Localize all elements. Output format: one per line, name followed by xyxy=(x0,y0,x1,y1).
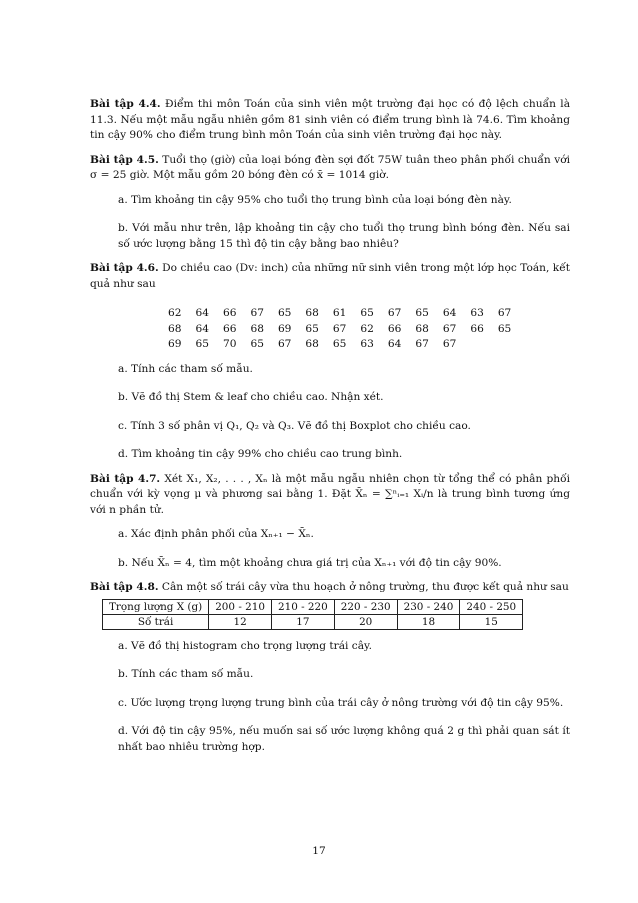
exercise-item: c. Ước lượng trọng lượng trung bình của trái cây ở nông trường với độ tin cậy 95%. xyxy=(118,696,564,709)
table-cell: 65 xyxy=(305,322,319,335)
table-cell: 68 xyxy=(250,322,264,335)
table-cell: 61 xyxy=(332,307,347,319)
table-cell: 64 xyxy=(195,307,209,319)
table-cell: 64 xyxy=(195,322,209,335)
exercise-title: Bài tập 4.6. xyxy=(90,262,159,274)
table-header-cell: 200 - 210 xyxy=(209,599,272,614)
exercise-title: Bài tập 4.4. xyxy=(90,98,161,110)
table-cell: 66 xyxy=(222,307,237,319)
table-cell: 69 xyxy=(168,338,182,350)
height-data-table xyxy=(168,306,525,353)
table-cell: 65 xyxy=(360,307,374,319)
table-cell: 64 xyxy=(387,338,402,350)
table-cell: 67 xyxy=(277,338,292,350)
exercise-item: a. Tìm khoảng tin cậy 95% cho tuổi thọ trung bình của loại bóng đèn này. xyxy=(118,193,512,206)
exercise-item: a. Xác định phân phối của Xₙ₊₁ − X̄ₙ. xyxy=(118,528,314,540)
table-cell: 62 xyxy=(360,322,374,335)
fruit-weight-table xyxy=(102,599,523,630)
table-cell: 67 xyxy=(497,307,512,319)
table-header-cell: Trọng lượng X (g) xyxy=(103,599,209,614)
table-cell: 62 xyxy=(168,307,182,319)
exercise-text: Xét X₁, X₂, . . . , Xₙ là một mẫu ngẫu nhiên chọn từ tổng thể có phân phối chuẩn với kỳ vọng μ và phương sai bằng 1. Đặt X̄ₙ = ∑ⁿᵢ₌₁ Xᵢ/n là trung bình tương ứng với n phần tử. xyxy=(90,472,570,516)
exercise-4-5 xyxy=(90,153,570,253)
exercise-text: Điểm thi môn Toán của sinh viên một trường đại học có độ lệch chuẩn là 11.3. Nếu một mẫu ngẫu nhiên gồm 81 sinh viên có điểm trung bình là 74.6. Tìm khoảng tin cậy 90% cho điểm trung bình môn Toán của sinh viên trường đại học này. xyxy=(90,98,571,141)
exercise-statement xyxy=(90,472,570,519)
table-row xyxy=(103,599,523,614)
exercise-statement xyxy=(90,580,570,596)
table-row xyxy=(168,337,525,353)
table-cell: 66 xyxy=(470,322,484,335)
exercise-item: d. Tìm khoảng tin cậy 99% cho chiều cao trung bình. xyxy=(118,448,403,460)
table-cell: 67 xyxy=(442,322,457,335)
table-cell xyxy=(470,337,497,353)
table-cell: 65 xyxy=(250,338,264,350)
table-header-cell: 220 - 230 xyxy=(334,599,397,614)
table-cell: 12 xyxy=(209,614,272,629)
table-cell: 65 xyxy=(497,322,512,335)
table-cell: 66 xyxy=(387,322,402,335)
exercise-item: c. Tính 3 số phân vị Q₁, Q₂ và Q₃. Vẽ đồ thị Boxplot cho chiều cao. xyxy=(118,419,471,432)
table-cell: 65 xyxy=(195,338,209,350)
table-cell: 65 xyxy=(332,338,347,350)
table-cell: 20 xyxy=(334,614,397,629)
exercise-4-6 xyxy=(90,261,570,463)
table-row xyxy=(103,614,523,629)
exercise-title: Bài tập 4.7. xyxy=(90,472,161,485)
table-header-cell: 210 - 220 xyxy=(271,599,334,614)
table-cell: 70 xyxy=(222,338,237,350)
exercise-item: a. Tính các tham số mẫu. xyxy=(118,362,253,375)
table-cell: 68 xyxy=(305,338,319,350)
exercise-4-4 xyxy=(90,97,570,144)
exercise-4-7 xyxy=(90,472,570,572)
table-cell: 67 xyxy=(415,338,429,350)
table-cell: 18 xyxy=(397,614,460,629)
table-cell: 68 xyxy=(305,307,319,319)
table-row xyxy=(168,306,525,322)
exercise-item: a. Vẽ đồ thị histogram cho trọng lượng trái cây. xyxy=(118,639,372,652)
exercise-4-8 xyxy=(90,580,570,755)
exercise-item: b. Với mẫu như trên, lập khoảng tin cậy cho tuổi thọ trung bình bóng đèn. Nếu sai số ước lượng bằng 15 thì độ tin cậy bằng bao nhiêu? xyxy=(118,222,570,250)
exercise-item: b. Vẽ đồ thị Stem & leaf cho chiều cao. Nhận xét. xyxy=(118,391,384,403)
table-header-cell: 240 - 250 xyxy=(460,599,523,614)
table-cell: 69 xyxy=(277,322,292,335)
exercise-title: Bài tập 4.8. xyxy=(90,581,159,593)
table-cell: 63 xyxy=(470,307,484,319)
table-cell: 65 xyxy=(415,307,429,319)
table-cell: 66 xyxy=(222,322,237,335)
page-number: 17 xyxy=(312,845,326,857)
table-cell: 17 xyxy=(271,614,334,629)
exercise-text: Tuổi thọ (giờ) của loại bóng đèn sợi đốt 75W tuân theo phân phối chuẩn với σ = 25 giờ. Một mẫu gồm 20 bóng đèn có x̄ = 1014 giờ. xyxy=(90,153,570,181)
table-cell: 68 xyxy=(168,322,182,335)
table-cell: 67 xyxy=(250,307,264,319)
page-content xyxy=(90,97,570,764)
table-cell: 68 xyxy=(415,322,429,335)
exercise-text: Cân một số trái cây vừa thu hoạch ở nông trường, thu được kết quả như sau xyxy=(161,581,569,593)
exercise-item: b. Tính các tham số mẫu. xyxy=(118,668,254,680)
table-cell: 63 xyxy=(360,338,374,350)
table-cell: 15 xyxy=(460,614,523,629)
exercise-item: b. Nếu X̄ₙ = 4, tìm một khoảng chưa giá trị của Xₙ₊₁ với độ tin cậy 90%. xyxy=(118,556,502,569)
table-cell: Số trái xyxy=(103,614,209,629)
table-row xyxy=(168,322,525,338)
table-cell: 64 xyxy=(442,307,457,319)
table-cell: 67 xyxy=(442,338,457,350)
table-cell: 67 xyxy=(332,322,347,335)
exercise-text: Do chiều cao (Dv: inch) của những nữ sinh viên trong một lớp học Toán, kết quả như sau xyxy=(90,262,570,290)
exercise-item: d. Với độ tin cậy 95%, nếu muốn sai số ước lượng không quá 2 g thì phải quan sát ít nhất bao nhiêu trường hợp. xyxy=(118,725,570,753)
table-cell xyxy=(498,337,525,353)
exercise-title: Bài tập 4.5. xyxy=(90,153,159,166)
exercise-statement xyxy=(90,153,570,184)
table-cell: 67 xyxy=(387,307,402,319)
exercise-statement xyxy=(90,261,570,292)
table-header-cell: 230 - 240 xyxy=(397,599,460,614)
table-cell: 65 xyxy=(277,307,292,319)
